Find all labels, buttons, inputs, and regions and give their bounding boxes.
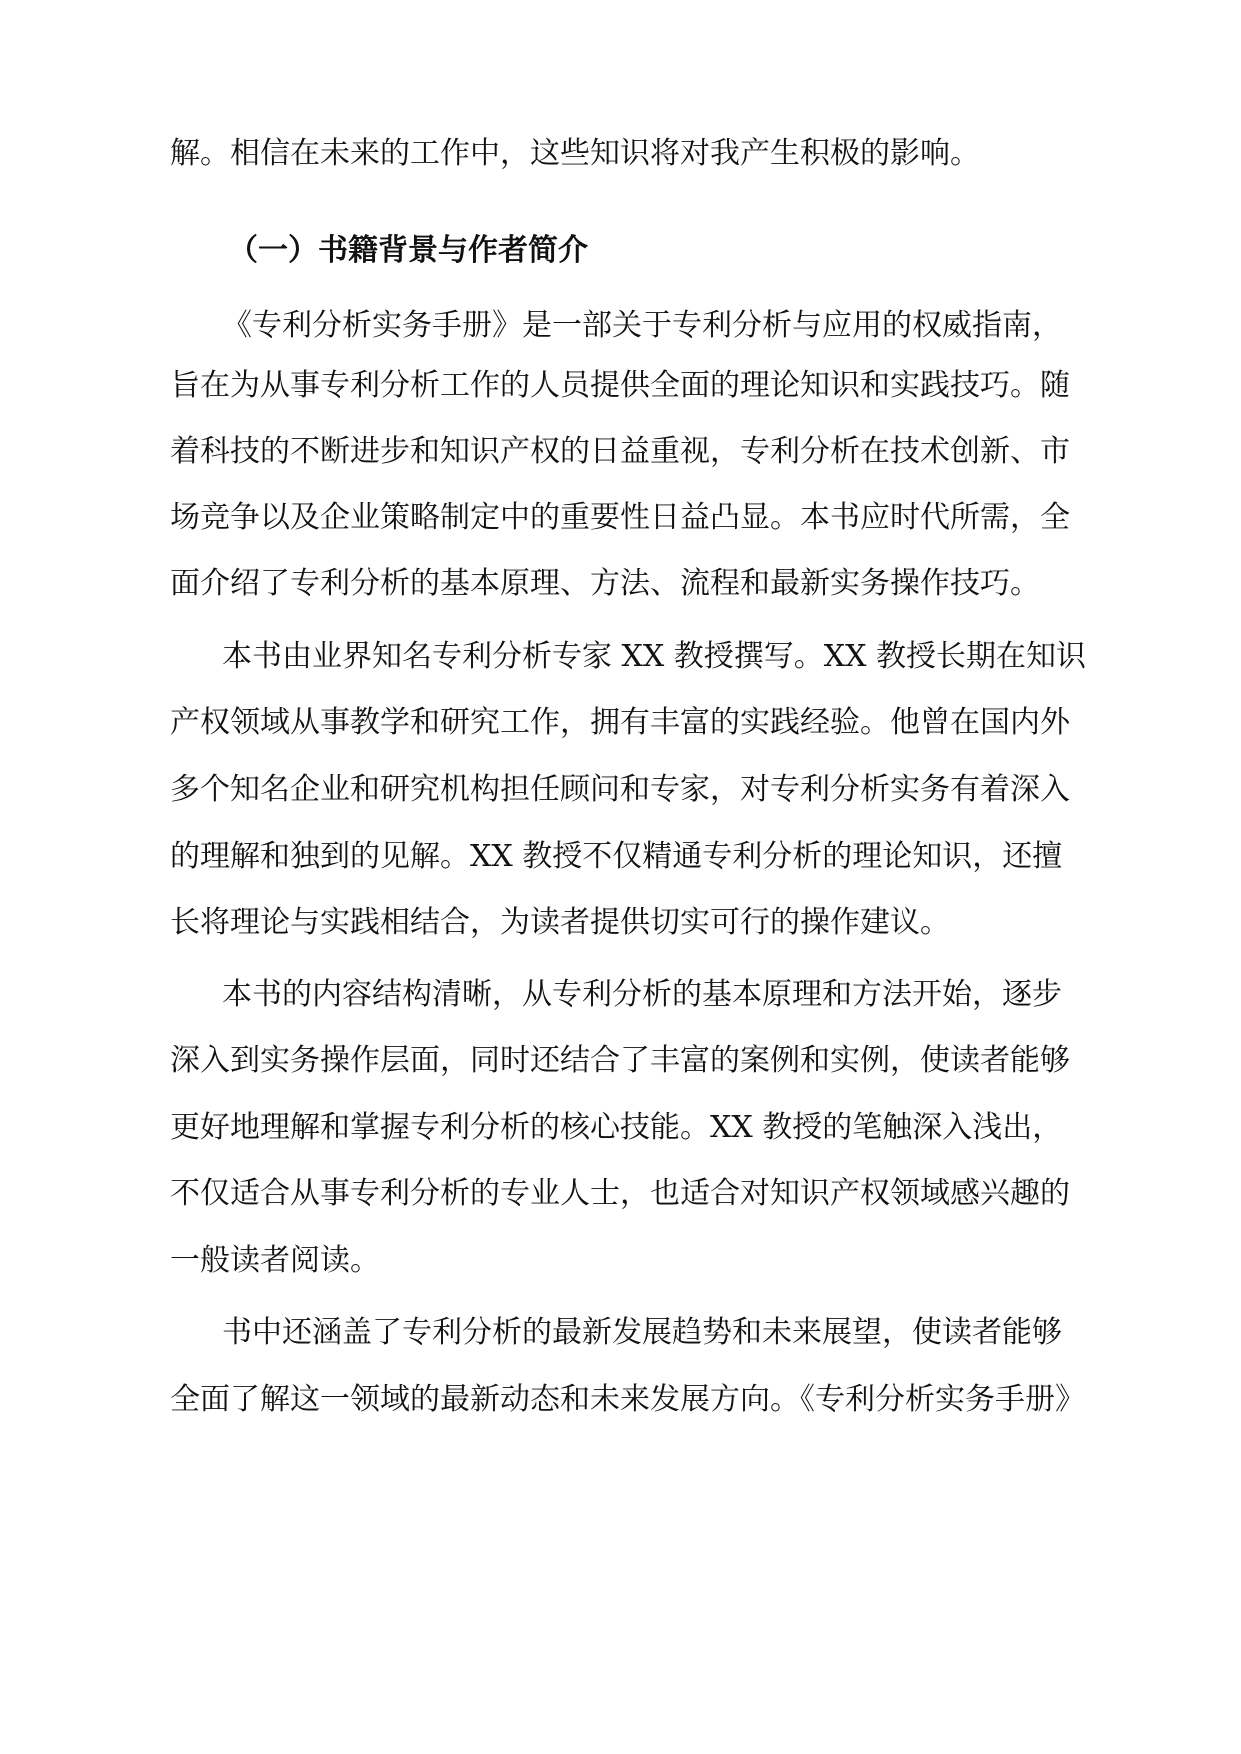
body-text-line: 《专利分析实务手册》是一部关于专利分析与应用的权威指南， xyxy=(222,308,1062,343)
body-text-line: 不仅适合从事专利分析的专业人士，也适合对知识产权领域感兴趣的 xyxy=(170,1176,1070,1211)
body-text-line: 产权领域从事教学和研究工作，拥有丰富的实践经验。他曾在国内外 xyxy=(170,705,1070,740)
body-text-line: 的理解和独到的见解。XX 教授不仅精通专利分析的理论知识，还擅 xyxy=(170,839,1063,874)
body-text-line: 解。相信在未来的工作中，这些知识将对我产生积极的影响。 xyxy=(170,136,980,171)
body-text-line: 书中还涵盖了专利分析的最新发展趋势和未来展望，使读者能够 xyxy=(222,1315,1062,1350)
body-text-line: 深入到实务操作层面，同时还结合了丰富的案例和实例，使读者能够 xyxy=(170,1043,1070,1078)
section-heading: （一）书籍背景与作者简介 xyxy=(228,233,588,268)
body-text-line: 本书的内容结构清晰，从专利分析的基本原理和方法开始，逐步 xyxy=(222,977,1062,1012)
body-text-line: 一般读者阅读。 xyxy=(170,1243,380,1278)
body-text-line: 旨在为从事专利分析工作的人员提供全面的理论知识和实践技巧。随 xyxy=(170,368,1070,403)
body-text-line: 全面了解这一领域的最新动态和未来发展方向。《专利分析实务手册》 xyxy=(170,1382,1085,1417)
body-text-line: 着科技的不断进步和知识产权的日益重视，专利分析在技术创新、市 xyxy=(170,434,1070,469)
body-text-line: 本书由业界知名专利分析专家 XX 教授撰写。XX 教授长期在知识 xyxy=(222,639,1087,674)
body-text-line: 多个知名企业和研究机构担任顾问和专家，对专利分析实务有着深入 xyxy=(170,772,1070,807)
body-text-line: 长将理论与实践相结合，为读者提供切实可行的操作建议。 xyxy=(170,905,950,940)
body-text-line: 更好地理解和掌握专利分析的核心技能。XX 教授的笔触深入浅出， xyxy=(170,1110,1063,1145)
body-text-line: 场竞争以及企业策略制定中的重要性日益凸显。本书应时代所需，全 xyxy=(170,500,1070,535)
body-text-line: 面介绍了专利分析的基本原理、方法、流程和最新实务操作技巧。 xyxy=(170,566,1040,601)
